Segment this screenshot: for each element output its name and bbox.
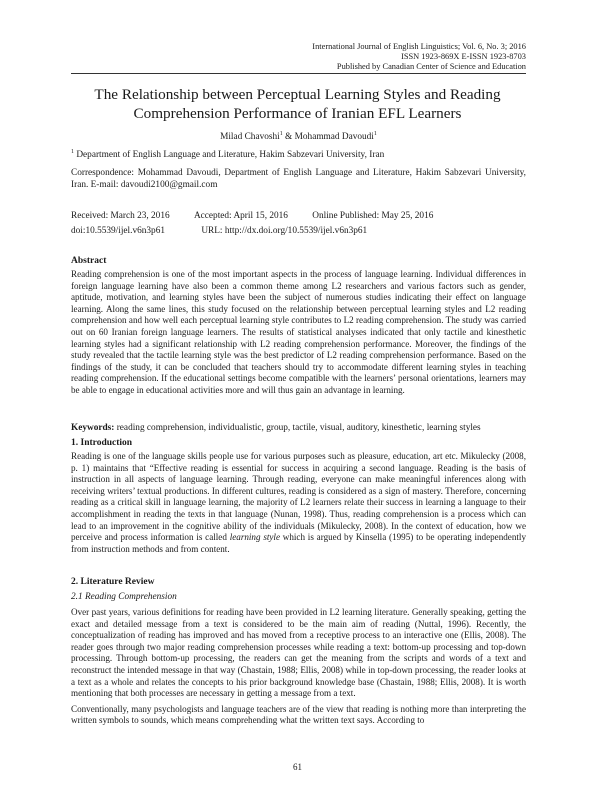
journal-citation: International Journal of English Linguistics; Vol. 6, No. 3; 2016 [312,42,526,51]
header-rule [71,73,526,74]
title-line-1: The Relationship between Perceptual Learning Styles and Reading [94,86,501,103]
literature-review-section [71,576,526,727]
literature-paragraph-1: Over past years, various definitions for reading have been provided in L2 learning literature. Generally speaking, getting the exact and detailed message from a text is considered to be the main aim of reading (Nuttal, 1996). Recently, the conceptualization of reading has improved and has moved from a receptive process to an interactive one (Ellis, 2008). The reader goes through two major reading comprehension processes while reading a text: bottom-up processing and top-down processing. Through bottom-up processing, the readers can get the meaning from the scripts and words of a text and reconstruct the intended message in that way (Chastain, 1988; Ellis, 2008) while in top-down processing, the reader looks at a text as a whole and relates the concepts to his prior background knowledge base (Chastain, 1988; Ellis, 2008). It is worth mentioning that both processes are necessary in getting a message from a text. [71,607,526,699]
received-date: Received: March 23, 2016 [71,211,170,221]
journal-header [312,42,526,72]
keywords [71,422,526,434]
affiliation-text: Department of English Language and Literature, Hakim Sabzevari University, Iran [74,150,385,160]
introduction-section [71,437,526,555]
abstract-heading: Abstract [71,256,107,266]
keywords-text: reading comprehension, individualistic, group, tactile, visual, auditory, kinesthetic, learning styles [114,423,481,433]
doi-text: doi:10.5539/ijel.v6n3p61 [71,226,165,236]
page-number: 61 [293,762,302,772]
title-line-2: Comprehension Performance of Iranian EFL Learners [133,105,462,122]
introduction-text-a: Reading is one of the language skills people use for various purposes such as pleasure, education, art etc. Mikulecky (2008, p. 1) maintains that “Effective reading is essential for success in acquiring a second language. Reading is the basis of instruction in all aspects of language learning. Through reading, everyone can make meaningful inferences along with receiving writers’ textual productions. In different cultures, reading is considered as a sign of mastery. Therefore, concerning reading as a critical skill in language learning, the majority of L2 learners relate their success in learning a language to their accomplishment in reading the texts in that language (Nunan, 1998). Thus, reading comprehension is a process which can lead to an improvement in the cognitive ability of the individuals (Mikulecky, 2008). In the context of education, how we perceive and process information is called [71,451,526,543]
correspondence: Correspondence: Mohammad Davoudi, Department of English Language and Literature, Hakim Sabzevari University, Iran. E-mail: davoudi2100@gmail.com [71,168,526,190]
introduction-text-b: which is argued by Kinsella (1995) to be operating independently from instruction methods and from content. [71,532,526,554]
author-1: Milad Chavoshi [220,132,280,142]
paper-title [60,85,535,123]
keywords-label: Keywords: [71,423,115,433]
author-separator: & [282,132,295,142]
subsection-heading: 2.1 Reading Comprehension [71,592,177,602]
dates-row [71,210,526,222]
introduction-text [71,451,526,555]
journal-issn: ISSN 1923-869X E-ISSN 1923-8703 [401,52,526,61]
affiliation-marker: 1 [71,148,74,155]
learning-style-term: learning style [229,532,280,543]
accepted-date: Accepted: April 15, 2016 [193,211,288,221]
affiliation [71,149,526,161]
author-2: Mohammad Davoudi [294,132,374,142]
abstract-section [71,255,526,397]
doi-url[interactable]: URL: http://dx.doi.org/10.5539/ijel.v6n3p61 [201,226,368,236]
literature-paragraph-2: Conventionally, many psychologists and language teachers are of the view that reading is nothing more than interpreting the written symbols to sounds, which means comprehending what the written text says. According to [71,703,526,726]
author-list [71,131,526,143]
author-1-affil: 1 [279,130,283,137]
abstract-text: Reading comprehension is one of the most important aspects in the process of language learning. Individual differences in foreign language learning have also been a common theme among L2 researchers and various factors such as gender, aptitude, motivation, and learning styles have been the subject of numerous studies indicating their effect on language learning. Along the same lines, this study focused on the relationship between perceptual learning styles and L2 reading comprehension and how well each perceptual learning style contributes to L2 reading comprehension. The study was carried out on 60 Iranian foreign language learners. The results of statistical analyses indicated that only tactile and kinesthetic learning styles had a significant relationship with L2 reading comprehension performance. Moreover, the findings of the study revealed that the tactile learning style was the best predictor of L2 reading comprehension performance. Based on the findings of the study, it can be concluded that teachers should try to accommodate different learning styles in teaching reading comprehension. If the educational settings become compatible with the learners’ personal orientations, learners may be able to engage in educational activities more and will thus gain an advantage in learning. [71,269,526,395]
literature-review-heading: 2. Literature Review [71,577,155,587]
doi-row [71,225,526,237]
journal-publisher: Published by Canadian Center of Science and Education [336,62,526,71]
author-2-affil: 1 [373,130,377,137]
published-date: Online Published: May 25, 2016 [312,211,434,221]
introduction-heading: 1. Introduction [71,438,133,448]
